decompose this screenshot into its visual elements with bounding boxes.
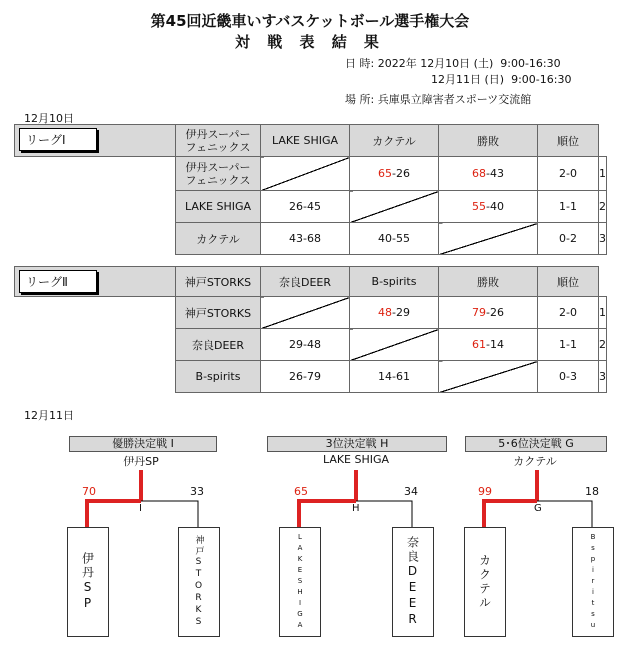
date-line-1: 日 時: 2022年 12月10日 (土) 9:00-16:30	[345, 57, 561, 70]
bracket-1-left-team: 伊丹SP	[67, 527, 109, 637]
bracket-2-left-score: 65	[294, 485, 308, 498]
bracket-3-winner: カクテル	[513, 455, 557, 468]
bracket-2-title: 3位決定戦 H	[267, 436, 447, 452]
row-team-name: B-spirits	[176, 361, 261, 393]
rank-cell: 3	[599, 223, 607, 255]
page-title: 第45回近畿車いすバスケットボール選手権大会	[150, 12, 470, 30]
bracket-3-right-score: 18	[585, 485, 599, 498]
score-cell: 40-55	[350, 223, 439, 255]
rank-cell: 1	[599, 297, 607, 329]
header-team-2: 奈良DEER	[261, 267, 350, 297]
header-rank: 順位	[538, 267, 599, 297]
winloss-cell: 0-3	[538, 361, 599, 393]
bracket-3-left-team: カクテル	[464, 527, 506, 637]
day1-label: 12月10日	[24, 112, 74, 125]
bracket-1-left-score: 70	[82, 485, 96, 498]
header-team-3: カクテル	[350, 125, 439, 157]
score-cell: 65-26	[350, 157, 439, 191]
row-team-name: 伊丹スーパー フェニックス	[176, 157, 261, 191]
bracket-3-game: G	[534, 503, 542, 514]
winloss-cell: 1-1	[538, 191, 599, 223]
score-cell: 68-43	[439, 157, 538, 191]
bracket-3-lines	[484, 470, 592, 527]
score-cell: 29-48	[261, 329, 350, 361]
winloss-cell: 1-1	[538, 329, 599, 361]
rank-cell: 2	[599, 329, 607, 361]
header-team-2: LAKE SHIGA	[261, 125, 350, 157]
score-cell: 55-40	[439, 191, 538, 223]
page-subtitle: 対 戦 表 結 果	[235, 33, 385, 51]
bracket-1-winner: 伊丹SP	[123, 455, 159, 468]
header-rank: 順位	[538, 125, 599, 157]
bracket-3-title: 5･6位決定戦 G	[465, 436, 607, 452]
day2-label: 12月11日	[24, 409, 74, 422]
header-winloss: 勝敗	[439, 125, 538, 157]
rank-cell: 3	[599, 361, 607, 393]
winloss-cell: 2-0	[538, 297, 599, 329]
score-cell: 14-61	[350, 361, 439, 393]
bracket-2-winner: LAKE SHIGA	[322, 453, 390, 466]
header-winloss: 勝敗	[439, 267, 538, 297]
league-1-name: リーグⅠ	[19, 128, 97, 151]
winloss-cell: 2-0	[538, 157, 599, 191]
score-cell: 61-14	[439, 329, 538, 361]
rank-cell: 2	[599, 191, 607, 223]
row-team-name: 奈良DEER	[176, 329, 261, 361]
header-team-1: 神戸STORKS	[176, 267, 261, 297]
bracket-1-title: 優勝決定戦 I	[69, 436, 217, 452]
bracket-2-right-score: 34	[404, 485, 418, 498]
header-team-3: B-spirits	[350, 267, 439, 297]
rank-cell: 1	[599, 157, 607, 191]
bracket-2-right-team: 奈良DEER	[392, 527, 434, 637]
row-team-name: LAKE SHIGA	[176, 191, 261, 223]
bracket-1-lines	[87, 470, 198, 527]
header-team-1: 伊丹スーパー フェニックス	[176, 125, 261, 157]
bracket-3-right-team: Bspiritsu	[572, 527, 614, 637]
bracket-2-game: H	[352, 503, 360, 514]
venue-line: 場 所: 兵庫県立障害者スポーツ交流館	[345, 93, 532, 106]
date-line-2: 12月11日 (日) 9:00-16:30	[431, 73, 572, 86]
row-team-name: カクテル	[176, 223, 261, 255]
bracket-1-game: I	[139, 503, 142, 514]
score-cell: 43-68	[261, 223, 350, 255]
row-team-name: 神戸STORKS	[176, 297, 261, 329]
bracket-2-left-team: LAKESHIGA	[279, 527, 321, 637]
score-cell: 26-79	[261, 361, 350, 393]
bracket-2-lines	[299, 470, 412, 527]
league-2-name: リーグⅡ	[19, 270, 97, 293]
score-cell: 26-45	[261, 191, 350, 223]
score-cell: 48-29	[350, 297, 439, 329]
bracket-1-right-team: 神戸STORKS	[178, 527, 220, 637]
score-cell: 79-26	[439, 297, 538, 329]
bracket-1-right-score: 33	[190, 485, 204, 498]
winloss-cell: 0-2	[538, 223, 599, 255]
bracket-3-left-score: 99	[478, 485, 492, 498]
